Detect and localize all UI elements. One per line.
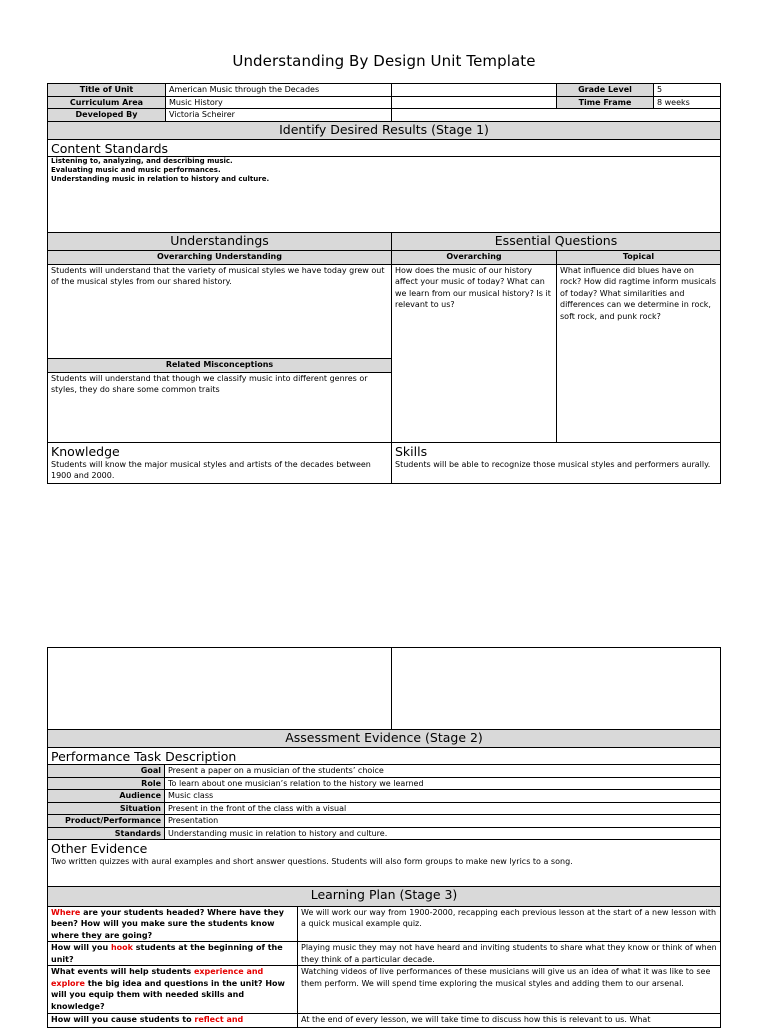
- topical-label: Topical: [557, 250, 721, 264]
- understandings-heading: Understandings: [48, 232, 392, 250]
- developed-by-label: Developed By: [48, 109, 166, 122]
- content-standard: Understanding music in relation to history and culture.: [51, 174, 270, 183]
- overarching-questions: How does the music of our history affect your music of today? What can we learn from our musical history? Is it relevant to us?: [392, 264, 557, 442]
- learning-answer-hook: Playing music they may not have heard and inviting students to share what they know or think of when they think of a particular decade.: [298, 942, 721, 966]
- overarching-understanding-label: Overarching Understanding: [48, 250, 392, 264]
- content-standard: Listening to, analyzing, and describing music.: [51, 156, 233, 165]
- grade-level-label: Grade Level: [557, 84, 654, 97]
- goal-label: Goal: [48, 765, 165, 778]
- content-standards-list: [48, 156, 721, 232]
- empty-cell-right: [392, 648, 721, 730]
- role-label: Role: [48, 777, 165, 790]
- other-evidence-text: Two written quizzes with aural examples and short answer questions. Students will also form groups to make new lyrics to a song.: [48, 856, 721, 886]
- essential-questions-heading: Essential Questions: [392, 232, 721, 250]
- learning-question-explore: What events will help students experience and explore the big idea and questions in the unit? How will you equip them with needed skills and knowledge?: [48, 966, 298, 1014]
- stage1-table: [47, 83, 721, 484]
- overarching-understanding: Students will understand that the variety of musical styles we have today grew out of the musical styles from our shared history.: [48, 264, 392, 358]
- grade-level-value: 5: [654, 84, 721, 97]
- highlight-hook: hook: [110, 943, 133, 952]
- product-performance-value: Presentation: [165, 815, 721, 828]
- learning-question-reflect: How will you cause students to reflect and: [48, 1014, 298, 1028]
- stage2-3-table: [47, 647, 721, 1028]
- audience-label: Audience: [48, 790, 165, 803]
- learning-answer-where: We will work our way from 1900-2000, recapping each previous lesson at the start of a new lesson with a quick musical example quiz.: [298, 906, 721, 942]
- empty-cell-left: [48, 648, 392, 730]
- content-standards-heading: Content Standards: [48, 139, 721, 156]
- curriculum-area-value: Music History: [166, 96, 392, 109]
- curriculum-area-label: Curriculum Area: [48, 96, 166, 109]
- highlight-reflect: reflect and: [194, 1015, 244, 1024]
- stage1-heading: Identify Desired Results (Stage 1): [48, 121, 721, 139]
- overarching-label: Overarching: [392, 250, 557, 264]
- title-of-unit-label: Title of Unit: [48, 84, 166, 97]
- page-title: Understanding By Design Unit Template: [232, 52, 536, 70]
- knowledge-heading: Knowledge: [48, 442, 392, 459]
- learning-answer-reflect: At the end of every lesson, we will take time to discuss how this is relevant to us. What: [298, 1014, 721, 1028]
- skills-heading: Skills: [392, 442, 721, 459]
- product-performance-label: Product/Performance: [48, 815, 165, 828]
- skills-text: Students will be able to recognize those musical styles and performers aurally.: [392, 459, 721, 484]
- time-frame-value: 8 weeks: [654, 96, 721, 109]
- knowledge-text: Students will know the major musical styles and artists of the decades between 1900 and 2000.: [48, 459, 392, 484]
- highlight-where: Where: [51, 907, 81, 917]
- learning-question-hook: How will you hook students at the beginning of the unit?: [48, 942, 298, 966]
- other-evidence-heading: Other Evidence: [48, 840, 721, 857]
- performance-task-heading: Performance Task Description: [48, 748, 721, 765]
- learning-answer-explore: Watching videos of live performances of these musicians will give us an idea of what it was like to see them perform. We will spend time exploring the musical styles and adding them to our arsenal.: [298, 966, 721, 1014]
- related-misconceptions: Students will understand that though we classify music into different genres or styles, they do share some common traits: [48, 372, 392, 442]
- stage3-heading: Learning Plan (Stage 3): [48, 886, 721, 906]
- developed-by-value: Victoria Scheirer: [166, 109, 392, 122]
- audience-value: Music class: [165, 790, 721, 803]
- situation-label: Situation: [48, 802, 165, 815]
- role-value: To learn about one musician’s relation to the history we learned: [165, 777, 721, 790]
- content-standard: Evaluating music and music performances.: [51, 165, 221, 174]
- standards-label: Standards: [48, 827, 165, 840]
- learning-question-where: Where are your students headed? Where have they been? How will you make sure the students know where they are going?: [48, 906, 298, 942]
- situation-value: Present in the front of the class with a visual: [165, 802, 721, 815]
- goal-value: Present a paper on a musician of the students’ choice: [165, 765, 721, 778]
- title-of-unit-value: American Music through the Decades: [166, 84, 392, 97]
- standards-value: Understanding music in relation to history and culture.: [165, 827, 721, 840]
- topical-questions: What influence did blues have on rock? How did ragtime inform musicals of today? What similarities and differences can we determine in rock, soft rock, and punk rock?: [557, 264, 721, 442]
- highlight-explore: experience and explore: [51, 967, 264, 988]
- time-frame-label: Time Frame: [557, 96, 654, 109]
- related-misconceptions-label: Related Misconceptions: [48, 358, 392, 372]
- stage2-heading: Assessment Evidence (Stage 2): [48, 730, 721, 748]
